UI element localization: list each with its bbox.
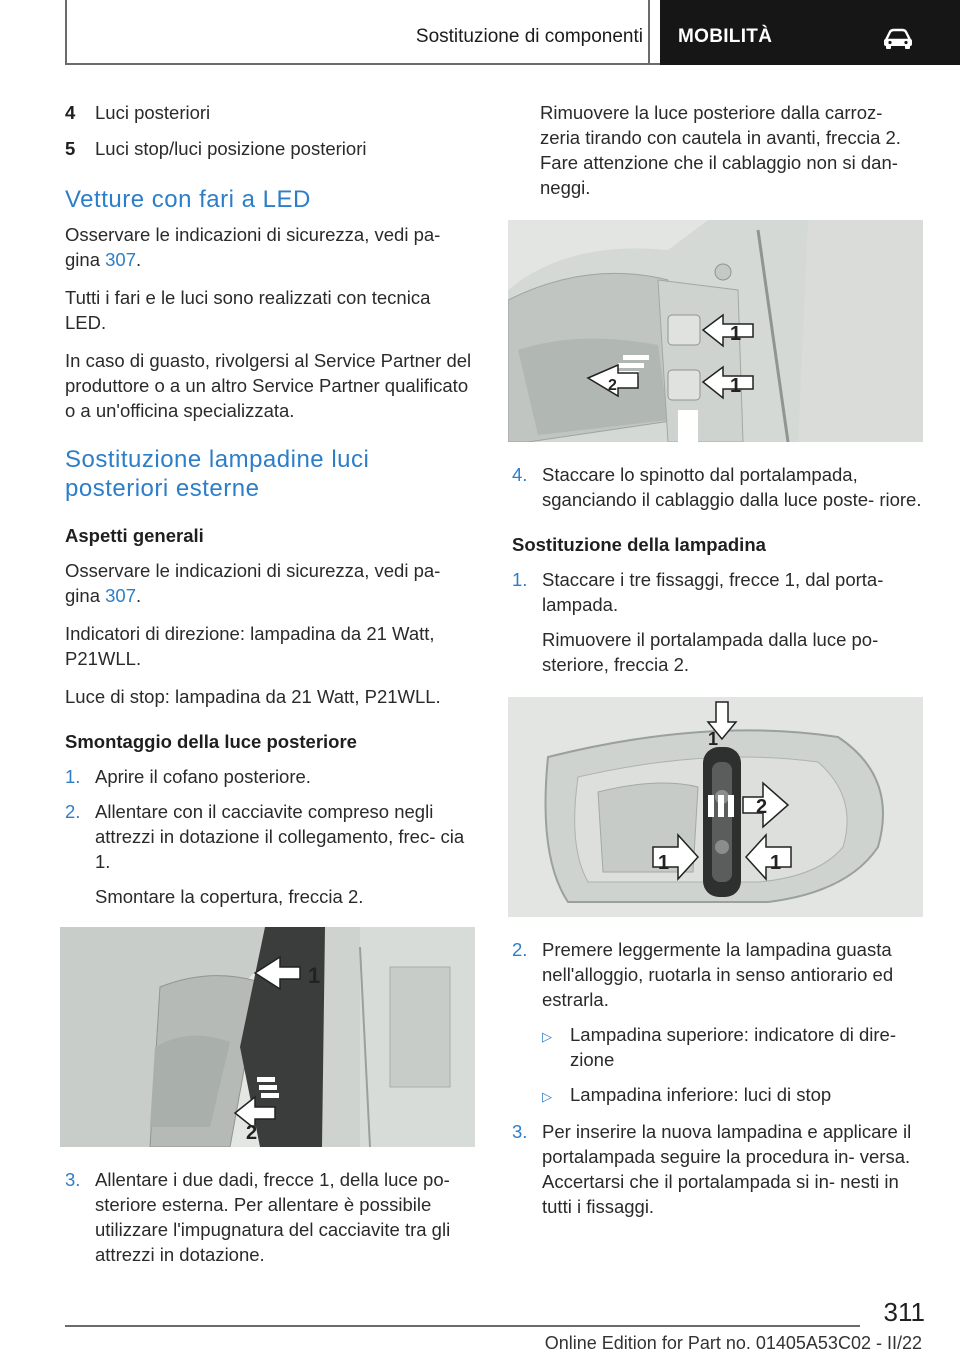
- step-text: Aprire il cofano posteriore.: [95, 766, 311, 787]
- page-link[interactable]: 307: [105, 585, 136, 606]
- arrow-label: 1: [708, 729, 719, 749]
- arrow-label: 1: [308, 963, 321, 988]
- step-text: Allentare con il cacciavite compreso negli attrezzi in dotazione il collegamento, frec‐ cia 1.: [95, 801, 465, 872]
- paragraph: Tutti i fari e le luci sono realizzati con tecnica LED.: [65, 287, 431, 333]
- legend-item: [65, 100, 475, 125]
- header-mid-rule: [648, 0, 650, 65]
- page-number: 311: [883, 1297, 925, 1327]
- legend-item: [65, 136, 475, 161]
- page-link[interactable]: 307: [105, 249, 136, 270]
- chapter-title: MOBILITÀ: [678, 26, 773, 47]
- arrow-label: 1: [730, 323, 742, 345]
- bullet-text: Lampadina superiore: indicatore di dire‐ zione: [570, 1024, 896, 1070]
- list-item: [512, 462, 924, 512]
- heading-removal: Smontaggio della luce posteriore: [65, 731, 357, 752]
- step-text: Staccare i tre fissaggi, frecce 1, dal porta‐ lampada.: [542, 569, 884, 615]
- legend-text: Luci stop/luci posizione posteriori: [95, 138, 367, 159]
- paragraph-text: .: [136, 585, 142, 606]
- arrow-label: 2: [608, 377, 617, 394]
- footer-rule: [65, 1325, 860, 1327]
- step-number: 2.: [512, 939, 528, 960]
- arrow-label: 1: [770, 852, 782, 874]
- bullet-item: [542, 1082, 924, 1109]
- edition-note: Online Edition for Part no. 01405A53C02 - II/22: [544, 1333, 922, 1353]
- step-subtext: Smontare la copertura, freccia 2.: [95, 886, 364, 907]
- paragraph: In caso di guasto, rivolgersi al Service Partner del produttore o a un altro Service Partner qualificato o a un'officina specializzata.: [65, 350, 472, 421]
- chapter-tab[interactable]: [660, 0, 960, 65]
- figure-tail-light-removal: [508, 220, 923, 442]
- step-number: 1.: [512, 569, 528, 590]
- step-text: Premere leggermente la lampadina guasta nell'alloggio, ruotarla in senso antiorario ed estrarla.: [542, 939, 894, 1010]
- list-item: [65, 764, 475, 789]
- bullet-item: [542, 1022, 924, 1072]
- step-text: Allentare i due dadi, frecce 1, della luce po‐ steriore esterna. Per allentare è possibile utilizzare l'impugnatura del cacciavite tra gli attrezzi in dotazione.: [95, 1169, 451, 1265]
- arrow-label: 2: [246, 1122, 258, 1144]
- step-text: Staccare lo spinotto dal portalampada, sganciando il cablaggio dalla luce poste‐ riore.: [542, 464, 922, 510]
- step-number: 2.: [65, 801, 81, 822]
- legend-number: 5: [65, 138, 76, 159]
- bulb-holder-illustration: [508, 697, 923, 917]
- figure-bulb-holder: [508, 697, 923, 917]
- list-item: [512, 567, 924, 617]
- list-item: [512, 937, 924, 1012]
- step-number: 3.: [65, 1169, 81, 1190]
- tail-light-illustration: [508, 220, 923, 442]
- figure-trim-cover: [60, 927, 475, 1147]
- trim-cover-illustration: [60, 927, 475, 1147]
- legend-text: Luci posteriori: [95, 102, 211, 123]
- heading-general: Aspetti generali: [65, 525, 204, 546]
- paragraph-text: Osservare le indicazioni di sicurezza, vedi pa‐ gina: [65, 560, 441, 606]
- heading-bulb-replacement-procedure: Sostituzione della lampadina: [512, 534, 766, 555]
- paragraph: Luce di stop: lampadina da 21 Watt, P21WLL.: [65, 686, 441, 707]
- arrow-label: 1: [730, 375, 742, 397]
- paragraph: [65, 558, 475, 608]
- paragraph: [65, 222, 475, 272]
- paragraph: Rimuovere la luce posteriore dalla carroz‐ zeria tirando con cautela in avanti, freccia 2. Fare attenzione che il cablaggio non si dan‐ neggi.: [540, 102, 901, 198]
- heading-led-vehicles: Vetture con fari a LED: [65, 186, 311, 213]
- arrow-label: 2: [756, 796, 768, 818]
- left-column: [65, 100, 475, 1277]
- car-icon: [882, 28, 914, 50]
- section-title: Sostituzione di componenti: [415, 26, 643, 47]
- list-item: [512, 1119, 924, 1219]
- list-item: [65, 799, 475, 874]
- step-number: 3.: [512, 1121, 528, 1142]
- arrow-label: 1: [658, 852, 670, 874]
- step-subtext: Rimuovere il portalampada dalla luce po‐ steriore, freccia 2.: [542, 629, 879, 675]
- paragraph-text: Osservare le indicazioni di sicurezza, vedi pa‐ gina: [65, 224, 441, 270]
- step-text: Per inserire la nuova lampadina e applicare il portalampada seguire la procedura in‐ versa. Accertarsi che il portalampada si in‐ nesti in tutti i fissaggi.: [542, 1121, 912, 1217]
- header-left-rule: [65, 0, 67, 65]
- bullet-text: Lampadina inferiore: luci di stop: [570, 1084, 832, 1105]
- legend-number: 4: [65, 102, 76, 123]
- paragraph: Indicatori di direzione: lampadina da 21 Watt, P21WLL.: [65, 623, 435, 669]
- list-item: [65, 1167, 475, 1267]
- triangle-bullet-icon: ▷: [542, 1089, 552, 1104]
- step-number: 1.: [65, 766, 81, 787]
- heading-bulb-replacement: Sostituzione lampadine luci posteriori esterne: [65, 446, 370, 502]
- triangle-bullet-icon: ▷: [542, 1029, 552, 1044]
- right-column: [512, 100, 924, 1229]
- paragraph-text: .: [136, 249, 142, 270]
- step-number: 4.: [512, 464, 528, 485]
